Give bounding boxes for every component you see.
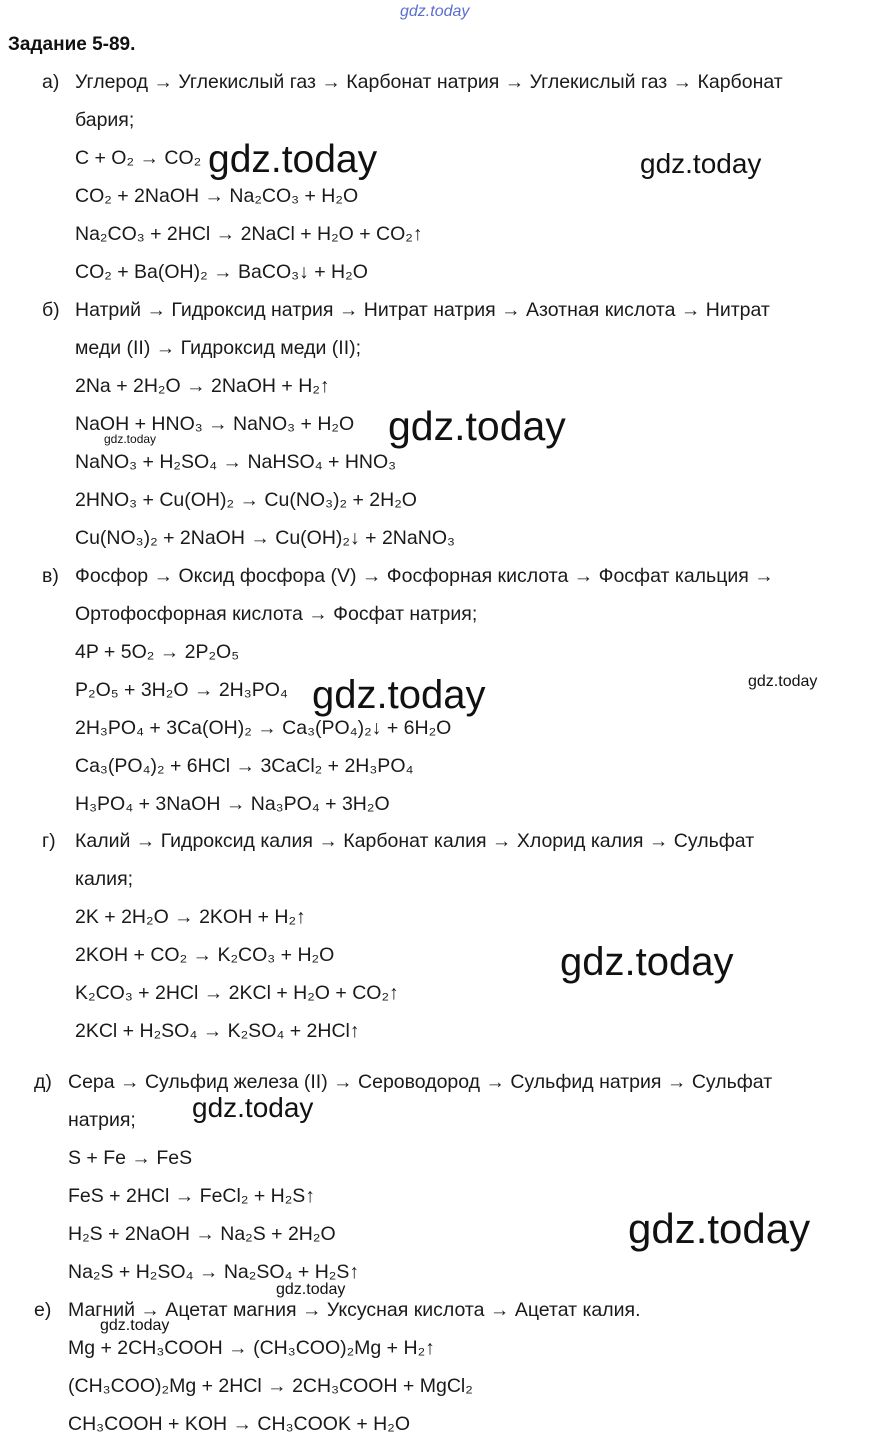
equation: Mg + 2CH₃COOH → (CH₃COO)₂Mg + H₂↑: [68, 1337, 435, 1359]
equation: K₂CO₃ + 2HCl → 2KCl + H₂O + CO₂↑: [75, 982, 399, 1004]
equation: FeS + 2HCl → FeCl₂ + H₂S↑: [68, 1185, 316, 1207]
watermark: gdz.today: [560, 940, 734, 984]
watermark: gdz.today: [640, 148, 762, 179]
watermark: gdz.today: [388, 403, 566, 449]
section-header-line: Ортофосфорная кислота → Фосфат натрия;: [75, 603, 478, 625]
section-marker: е): [34, 1299, 52, 1321]
watermark: gdz.today: [192, 1092, 314, 1123]
section-marker: а): [42, 71, 60, 93]
equation: 2KOH + CO₂ → K₂CO₃ + H₂O: [75, 944, 335, 966]
equation: 4P + 5O₂ → 2P₂O₅: [75, 641, 240, 663]
watermark: gdz.today: [100, 1317, 170, 1334]
equation: H₂S + 2NaOH → Na₂S + 2H₂O: [68, 1223, 336, 1245]
equation: (CH₃COO)₂Mg + 2HCl → 2CH₃COOH + MgCl₂: [68, 1375, 473, 1397]
watermark: gdz.today: [628, 1205, 811, 1252]
section-marker: г): [42, 830, 56, 852]
equation: 2Na + 2H₂O → 2NaOH + H₂↑: [75, 375, 330, 397]
section-header-line: меди (II) → Гидроксид меди (II);: [75, 337, 362, 359]
watermark: gdz.today: [104, 432, 157, 446]
section-header-line: Углерод → Углекислый газ → Карбонат натрия → Углекислый газ → Карбонат: [75, 71, 783, 93]
equation: Cu(NO₃)₂ + 2NaOH → Cu(OH)₂↓ + 2NaNO₃: [75, 527, 455, 549]
equation: H₃PO₄ + 3NaOH → Na₃PO₄ + 3H₂O: [75, 793, 390, 815]
page-title: Задание 5-89.: [8, 34, 136, 55]
equation: Na₂S + H₂SO₄ → Na₂SO₄ + H₂S↑: [68, 1261, 360, 1283]
section-header-line: Калий → Гидроксид калия → Карбонат калия → Хлорид калия → Сульфат: [75, 830, 755, 852]
equation: CO₂ + Ba(OH)₂ → BaCO₃↓ + H₂O: [75, 261, 368, 283]
section-header-line: Сера → Сульфид железа (II) → Сероводород → Сульфид натрия → Сульфат: [68, 1071, 773, 1093]
equation: CO₂ + 2NaOH → Na₂CO₃ + H₂O: [75, 185, 359, 207]
section-header-line: натрия;: [68, 1109, 136, 1131]
watermark-top: gdz.today: [400, 3, 470, 20]
equation: 2HNO₃ + Cu(OH)₂ → Cu(NO₃)₂ + 2H₂O: [75, 489, 417, 511]
equation: 2H₃PO₄ + 3Ca(OH)₂ → Ca₃(PO₄)₂↓ + 6H₂O: [75, 717, 452, 739]
equation: 2K + 2H₂O → 2KOH + H₂↑: [75, 906, 306, 928]
equation: 2KCl + H₂SO₄ → K₂SO₄ + 2HCl↑: [75, 1020, 360, 1042]
watermark: gdz.today: [312, 673, 486, 717]
section-header-line: калия;: [75, 868, 134, 890]
equation: S + Fe → FeS: [68, 1147, 193, 1169]
section-marker: б): [42, 299, 60, 321]
section-marker: в): [42, 565, 59, 587]
section-header-line: бария;: [75, 109, 135, 131]
section-marker: д): [34, 1071, 52, 1093]
equation: P₂O₅ + 3H₂O → 2H₃PO₄: [75, 679, 288, 701]
section-header-line: Фосфор → Оксид фосфора (V) → Фосфорная кислота → Фосфат кальция →: [75, 565, 774, 587]
section-header-line: Натрий → Гидроксид натрия → Нитрат натрия → Азотная кислота → Нитрат: [75, 299, 770, 321]
equation: Ca₃(PO₄)₂ + 6HCl → 3CaCl₂ + 2H₃PO₄: [75, 755, 414, 777]
section-header-line: Магний → Ацетат магния → Уксусная кислота → Ацетат калия.: [68, 1299, 641, 1321]
equation: Na₂CO₃ + 2HCl → 2NaCl + H₂O + CO₂↑: [75, 223, 423, 245]
watermark: gdz.today: [208, 138, 378, 181]
watermark: gdz.today: [748, 673, 818, 690]
equation: CH₃COOH + KOH → CH₃COOK + H₂O: [68, 1413, 410, 1435]
equation: NaNO₃ + H₂SO₄ → NaHSO₄ + HNO₃: [75, 451, 397, 473]
equation: C + O₂ → CO₂: [75, 147, 202, 169]
watermark: gdz.today: [276, 1281, 346, 1298]
equation: NaOH + HNO₃ → NaNO₃ + H₂O: [75, 413, 355, 435]
